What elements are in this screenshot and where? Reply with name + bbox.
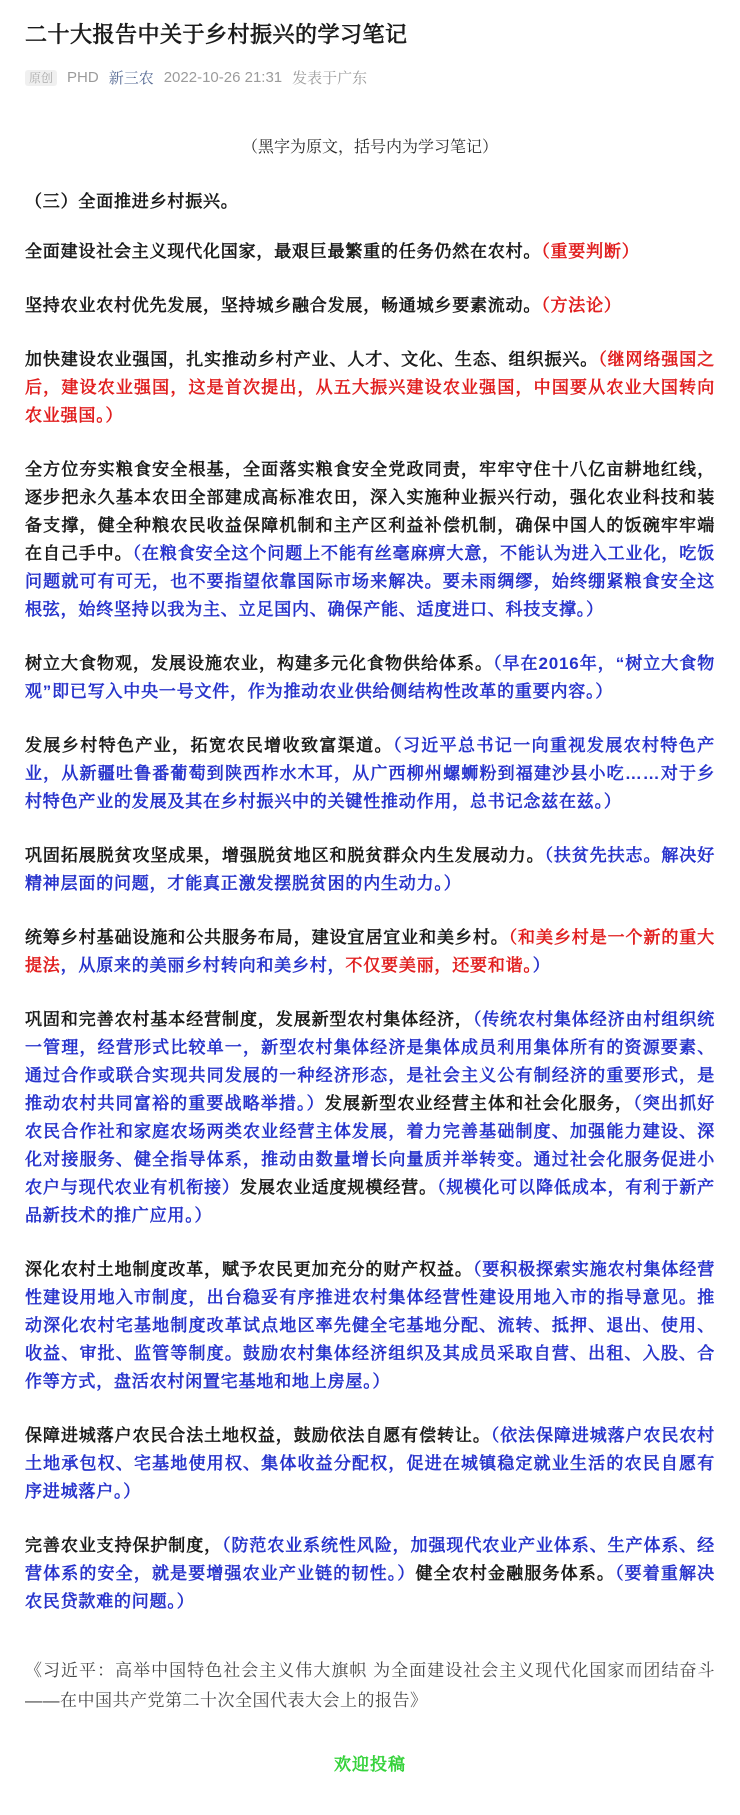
paragraph — [25, 346, 715, 430]
source-citation: 《习近平：高举中国特色社会主义伟大旗帜 为全面建设社会主义现代化国家而团结奋斗——在中国共产党第二十次全国代表大会上的报告》 — [25, 1661, 715, 1710]
publish-timestamp: 2022-10-26 21:31 — [163, 69, 283, 86]
paragraph — [25, 238, 715, 266]
blue-text-segment: （规模化可以降低成本，有利于新产品新技术的推广应用。） — [25, 1178, 715, 1225]
black-text-segment: 完善农业支持保护制度， — [25, 1536, 223, 1555]
black-text-segment: 巩固和完善农村基本经营制度，发展新型农村集体经济， — [25, 1010, 473, 1029]
paragraph — [25, 292, 715, 320]
blue-text-segment: （扶贫先扶志。解决好精神层面的问题，才能真正激发摆脱贫困的内生动力。） — [25, 846, 716, 893]
paragraph — [25, 842, 715, 898]
red-text-segment: （和美乡村是一个新的重大提法 — [25, 928, 715, 975]
blue-text-segment: （早在2016年，“树立大食物观”即已写入中央一号文件，作为推动农业供给侧结构性改革的重要内容。） — [25, 654, 715, 701]
author-name: PHD — [67, 69, 99, 86]
original-badge: 原创 — [25, 70, 57, 86]
paragraph — [25, 456, 715, 624]
paragraph — [25, 924, 715, 980]
black-text-segment: 发展乡村特色产业，拓宽农民增收致富渠道。 — [25, 736, 393, 755]
paragraph — [25, 1006, 715, 1230]
black-text-segment: 深化农村土地制度改革，赋予农民更加充分的财产权益。 — [25, 1260, 473, 1279]
submit-link[interactable]: 欢迎投稿 — [334, 1755, 406, 1774]
legend-note: （黑字为原文，括号内为学习笔记） — [241, 139, 498, 156]
blue-text-segment: （要着重解决农民贷款难的问题。） — [25, 1564, 715, 1611]
article-body — [25, 238, 715, 1616]
publish-location: 发表于广东 — [292, 70, 368, 87]
paragraph — [25, 732, 715, 816]
red-text-segment: （方法论） — [541, 296, 622, 315]
blue-text-segment: ，从原来的美丽乡村转向和美乡村， — [60, 956, 346, 975]
page-title: 二十大报告中关于乡村振兴的学习笔记 — [25, 22, 408, 47]
account-link[interactable]: 新三农 — [108, 70, 154, 87]
blue-text-segment: （习近平总书记一向重视发展农村特色产业，从新疆吐鲁番葡萄到陕西柞水木耳，从广西柳州螺蛳粉到福建沙县小吃……对于乡村特色产业的发展及其在乡村振兴中的关键性推动作用，总书记念兹在兹。） — [25, 736, 716, 811]
black-text-segment: 巩固拓展脱贫攻坚成果，增强脱贫地区和脱贫群众内生发展动力。 — [25, 846, 545, 865]
blue-text-segment: （要积极探索实施农村集体经营性建设用地入市制度，出台稳妥有序推进农村集体经营性建设用地入市的指导意见。推动深化农村宅基地制度改革试点地区率先健全宅基地分配、流转、抵押、退出、使用、收益、审批、监管等制度。鼓励农村集体经济组织及其成员采取自营、出租、入股、合作等方式，盘活农村闲置宅基地和地上房屋。） — [25, 1260, 715, 1391]
byline — [25, 67, 715, 88]
black-text-segment: 发展农业适度规模经营。 — [239, 1178, 437, 1197]
blue-text-segment: （依法保障进城落户农民农村土地承包权、宅基地使用权、集体收益分配权，促进在城镇稳定就业生活的农民自愿有序进城落户。） — [25, 1426, 715, 1501]
red-text-segment: 不仅要美丽，还要和谐。 — [345, 956, 533, 975]
submit-link-row — [25, 1750, 715, 1775]
black-text-segment: 统筹乡村基础设施和公共服务布局，建设宜居宜业和美乡村。 — [25, 928, 509, 947]
paragraph — [25, 650, 715, 706]
red-text-segment: （重要判断） — [541, 242, 640, 261]
black-text-segment: 全面建设社会主义现代化国家，最艰巨最繁重的任务仍然在农村。 — [25, 242, 542, 261]
paragraph — [25, 1422, 715, 1506]
black-text-segment: 健全农村金融服务体系。 — [415, 1564, 615, 1583]
black-text-segment: 加快建设农业强国，扎实推动乡村产业、人才、文化、生态、组织振兴。 — [25, 350, 599, 369]
black-text-segment: 发展新型农业经营主体和社会化服务， — [324, 1094, 634, 1113]
blue-text-segment: （防范农业系统性风险，加强现代农业产业体系、生产体系、经营体系的安全，就是要增强农业产业链的韧性。） — [25, 1536, 715, 1583]
red-text-segment: （继网络强国之后，建设农业强国，这是首次提出，从五大振兴建设农业强国，中国要从农业大国转向农业强国。） — [25, 350, 715, 425]
section-heading: （三）全面推进乡村振兴。 — [25, 192, 239, 211]
blue-text-segment: （突出抓好农民合作社和家庭农场两类农业经营主体发展，着力完善基础制度、加强能力建设、深化对接服务、健全指导体系，推动由数量增长向量质并举转变。通过社会化服务促进小农户与现代农业有机衔接） — [25, 1094, 716, 1197]
black-text-segment: 全方位夯实粮食安全根基，全面落实粮食安全党政同责，牢牢守住十八亿亩耕地红线，逐步把永久基本农田全部建成高标准农田，深入实施种业振兴行动，强化农业科技和装备支撑，健全种粮农民收益保障机制和主产区利益补偿机制，确保中国人的饭碗牢牢端在自己手中。 — [25, 460, 715, 563]
black-text-segment: 树立大食物观，发展设施农业，构建多元化食物供给体系。 — [25, 654, 493, 673]
black-text-segment: 保障进城落户农民合法土地权益，鼓励依法自愿有偿转让。 — [25, 1426, 491, 1445]
blue-text-segment: ） — [532, 956, 551, 975]
black-text-segment: 坚持农业农村优先发展，坚持城乡融合发展，畅通城乡要素流动。 — [25, 296, 542, 315]
paragraph — [25, 1532, 715, 1616]
blue-text-segment: （在粮食安全这个问题上不能有丝毫麻痹大意，不能认为进入工业化，吃饭问题就可有可无，也不要指望依靠国际市场来解决。要未雨绸缪，始终绷紧粮食安全这根弦，始终坚持以我为主、立足国内、确保产能、适度进口、科技支撑。） — [25, 544, 715, 619]
blue-text-segment: （传统农村集体经济由村组织统一管理，经营形式比较单一，新型农村集体经济是集体成员利用集体所有的资源要素、通过合作或联合实现共同发展的一种经济形态，是社会主义公有制经济的重要形式，是推动农村共同富裕的重要战略举措。） — [25, 1010, 715, 1113]
paragraph — [25, 1256, 715, 1396]
